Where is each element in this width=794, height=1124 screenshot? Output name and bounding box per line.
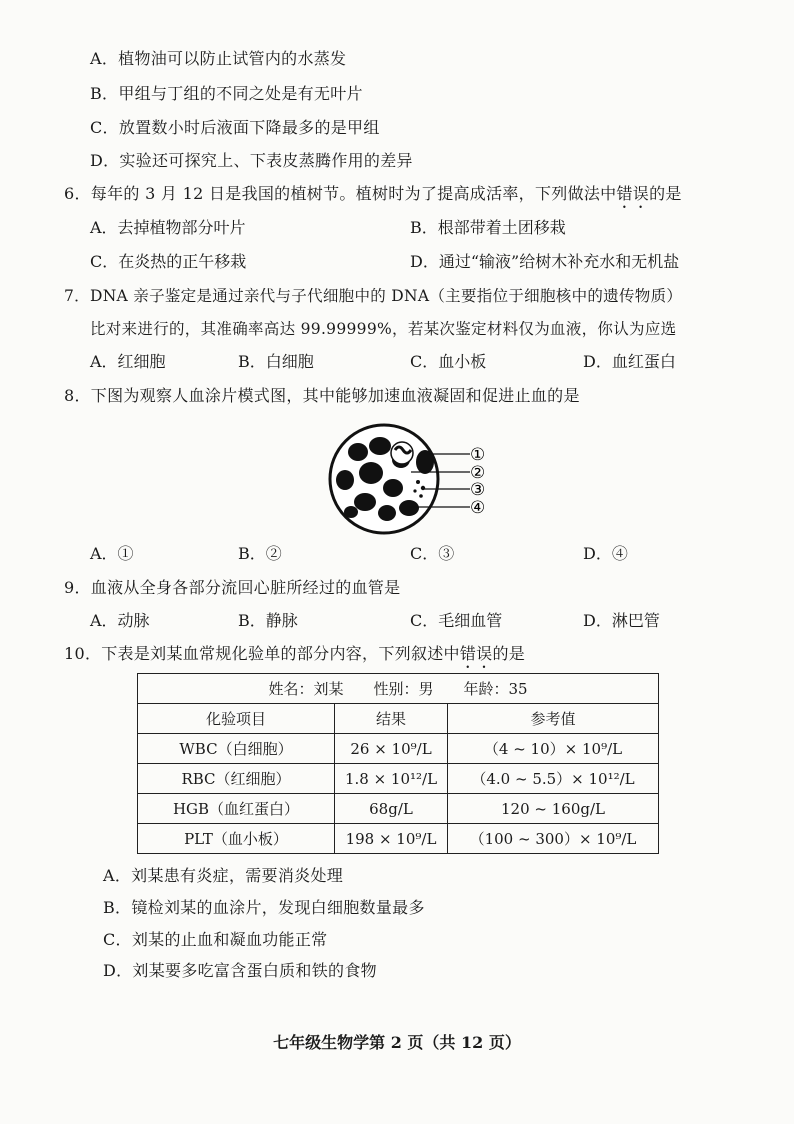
cell-reference: （100 ~ 300）× 10⁹/L	[448, 824, 659, 854]
table-row	[138, 824, 659, 854]
q5-option-b: B．甲组与丁组的不同之处是有无叶片	[90, 84, 363, 103]
q8-option-a: A．①	[90, 544, 134, 563]
q7-option-c: C．血小板	[410, 352, 487, 371]
patient-info: 姓名：刘某 性别：男 年龄：35	[138, 674, 659, 704]
q10-stem-pre: 10．下表是刘某血常规化验单的部分内容，下列叙述中	[64, 644, 460, 663]
q7-stem-line1: 7．DNA 亲子鉴定是通过亲代与子代细胞中的 DNA（主要指位于细胞核中的遗传物质）	[64, 287, 683, 305]
q10-option-c: C．刘某的止血和凝血功能正常	[103, 930, 328, 949]
q10-stem	[64, 643, 525, 672]
q6-stem	[64, 183, 682, 212]
q9-stem: 9．血液从全身各部分流回心脏所经过的血管是	[64, 578, 401, 597]
q5-option-d: D．实验还可探究上、下表皮蒸腾作用的差异	[90, 151, 413, 170]
q10-option-a: A．刘某患有炎症，需要消炎处理	[103, 866, 344, 885]
q6-option-b: B．根部带着土团移栽	[410, 218, 566, 237]
diagram-label-3: ③	[470, 480, 486, 500]
header-result: 结果	[335, 704, 448, 734]
q6-stem-post: 的是	[649, 184, 682, 203]
page-footer: 七年级生物学第 2 页（共 12 页）	[273, 1033, 521, 1052]
q10-stem-emphasis: 错误	[459, 644, 493, 663]
cell-result: 1.8 × 10¹²/L	[335, 764, 448, 794]
blood-smear-diagram	[325, 418, 495, 538]
q7-option-a: A．红细胞	[90, 352, 166, 371]
cell-reference: （4.0 ~ 5.5）× 10¹²/L	[448, 764, 659, 794]
cell-item: HGB（血红蛋白）	[138, 794, 335, 824]
table-patient-row	[138, 674, 659, 704]
white-blood-cell	[391, 442, 413, 464]
q7-option-d: D．血红蛋白	[583, 352, 676, 371]
cell-result: 26 × 10⁹/L	[335, 734, 448, 764]
q8-option-c: C．③	[410, 544, 455, 563]
q5-option-c: C．放置数小时后液面下降最多的是甲组	[90, 118, 380, 137]
table-row	[138, 794, 659, 824]
q6-stem-pre: 6．每年的 3 月 12 日是我国的植树节。植树时为了提高成活率，下列做法中	[64, 184, 617, 203]
q7-stem-line2: 比对来进行的，其准确率高达 99.99999%，若某次鉴定材料仅为血液，你认为应选	[90, 320, 677, 338]
q10-option-b: B．镜检刘某的血涂片，发现白细胞数量最多	[103, 898, 425, 917]
q9-option-d: D．淋巴管	[583, 611, 660, 630]
q6-option-c: C．在炎热的正午移栽	[90, 252, 247, 271]
q8-option-d: D．④	[583, 544, 628, 563]
cell-item: PLT（血小板）	[138, 824, 335, 854]
cell-result: 198 × 10⁹/L	[335, 824, 448, 854]
q9-option-a: A．动脉	[90, 611, 150, 630]
diagram-label-1: ①	[470, 445, 486, 465]
q9-option-b: B．静脉	[238, 611, 298, 630]
table-row	[138, 764, 659, 794]
header-reference: 参考值	[448, 704, 659, 734]
diagram-label-2: ②	[470, 463, 486, 483]
table-row	[138, 734, 659, 764]
q10-option-d: D．刘某要多吃富含蛋白质和铁的食物	[103, 961, 377, 980]
q8-stem: 8．下图为观察人血涂片模式图，其中能够加速血液凝固和促进止血的是	[64, 386, 580, 405]
q6-option-d: D．通过“输液”给树木补充水和无机盐	[410, 252, 680, 271]
cell-result: 68g/L	[335, 794, 448, 824]
diagram-label-4: ④	[470, 498, 486, 518]
cell-item: RBC（红细胞）	[138, 764, 335, 794]
q8-option-b: B．②	[238, 544, 282, 563]
q5-option-a: A．植物油可以防止试管内的水蒸发	[90, 49, 347, 68]
blood-test-table	[137, 673, 659, 854]
cell-reference: 120 ~ 160g/L	[448, 794, 659, 824]
header-item: 化验项目	[138, 704, 335, 734]
table-header-row	[138, 704, 659, 734]
cell-item: WBC（白细胞）	[138, 734, 335, 764]
q6-stem-emphasis: 错误	[616, 184, 650, 203]
q6-option-a: A．去掉植物部分叶片	[90, 218, 246, 237]
cell-reference: （4 ~ 10）× 10⁹/L	[448, 734, 659, 764]
q9-option-c: C．毛细血管	[410, 611, 503, 630]
q10-stem-post: 的是	[492, 644, 526, 663]
q7-option-b: B．白细胞	[238, 352, 314, 371]
